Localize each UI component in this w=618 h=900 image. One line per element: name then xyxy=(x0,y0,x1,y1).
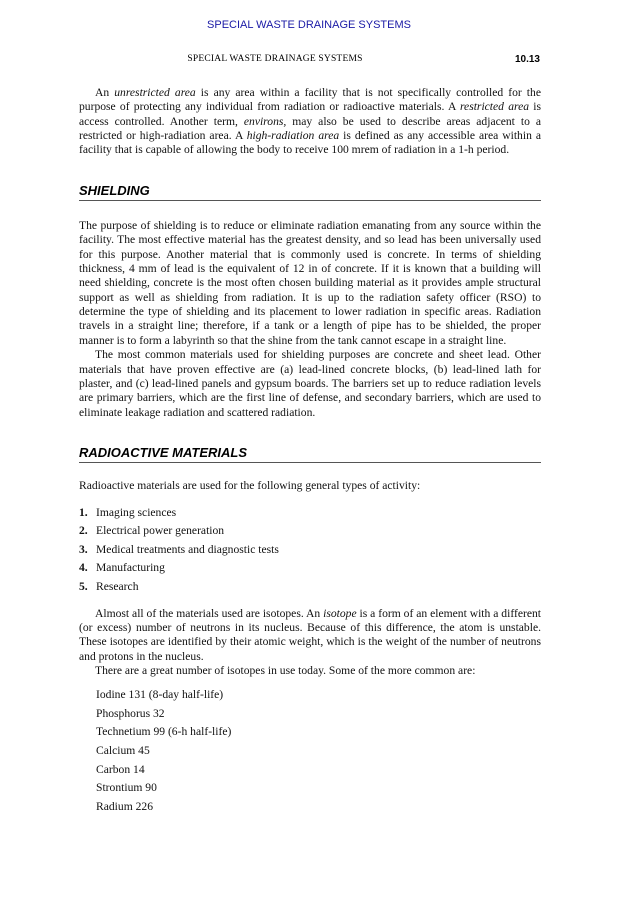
isotope-list xyxy=(96,686,541,816)
list-item: Radium 226 xyxy=(96,799,154,813)
running-head-title: SPECIAL WASTE DRAINAGE SYSTEMS xyxy=(187,54,363,64)
list-item: Technetium 99 (6-h half-life) xyxy=(96,725,232,739)
section-heading-shielding: SHIELDING xyxy=(79,184,541,201)
term-environs: environs, xyxy=(243,114,287,128)
page-number: 10.13 xyxy=(514,54,540,65)
top-banner: SPECIAL WASTE DRAINAGE SYSTEMS xyxy=(207,19,411,31)
term-isotope: isotope xyxy=(323,606,357,620)
term-high-radiation-area: high-radiation area xyxy=(246,129,340,143)
shielding-paragraph-1: The purpose of shielding is to reduce or eliminate radiation emanating from any source within the facility. The most effective material has the greatest density, and so lead has been universally used for this purpose. Another material that is commonly used is concrete. In terms of shielding thickness, 4 mm of lead is the equivalent of 12 in of concrete. If it is known that a building will need shielding, concrete is the most often chosen building material as it provides ample structural support as well as shielding from radiation. It is up to the radiation safety officer (RSO) to determine the type of shielding and its placement to lower radiation in specific areas. Radiation travels in a straight line; therefore, if a tank or a length of pipe has to be shielded, the proper manner is to form a labyrinth so that the shine from the tank cannot escape in a straight line. xyxy=(79,219,541,347)
term-unrestricted-area: unrestricted area xyxy=(114,86,196,99)
list-item: 3. Medical treatments and diagnostic tests xyxy=(79,542,279,556)
section-heading-radioactive-materials: RADIOACTIVE MATERIALS xyxy=(79,446,541,463)
list-item: 5. Research xyxy=(79,579,139,593)
list-item: 4. Manufacturing xyxy=(79,561,165,575)
intro-paragraph: An unrestricted area is any area within a facility that is not specifically controlled for the purpose of protecting any individual from radiation or radioactive materials. A restricted area is access controlled. Another term, environs, may also be used to describe areas adjacent to a restricted or high-radiation area. A high-radiation area is defined as any accessible area within a facility that is capable of allowing the body to receive 100 mrem of radiation in a 1-h period. xyxy=(79,86,542,157)
radioactive-intro: Radioactive materials are used for the following general types of activity: xyxy=(79,479,421,493)
list-item: Carbon 14 xyxy=(96,762,145,776)
isotope-common-paragraph: There are a great number of isotopes in use today. Some of the more common are: xyxy=(95,663,476,677)
list-item: Calcium 45 xyxy=(96,744,150,758)
list-item: 1. Imaging sciences xyxy=(79,505,177,519)
shielding-paragraph-2: The most common materials used for shielding purposes are concrete and sheet lead. Other materials that have proven effective are (a) lead-lined concrete blocks, (b) lead-lined lath for plaster, and (c) lead-lined panels and gypsum boards. The barriers set up to reduce radiation levels are primary barriers, which are the first line of defense, and secondary barriers, which are used to eliminate leakage radiation and scattered radiation. xyxy=(79,348,541,419)
term-restricted-area: restricted area xyxy=(459,100,530,114)
list-item: Iodine 131 (8-day half-life) xyxy=(96,688,224,702)
list-item: Phosphorus 32 xyxy=(96,706,165,720)
list-item: 2. Electrical power generation xyxy=(79,524,225,538)
page-content xyxy=(79,86,541,816)
isotope-paragraph: Almost all of the materials used are isotopes. An isotope is a form of an element with a different (or excess) number of neutrons in its nucleus. Because of this difference, the atom is unstable. These isotopes are identified by their atomic weight, which is the weight of the number of neutrons and protons in the nucleus. xyxy=(79,606,541,663)
activity-list xyxy=(79,504,541,597)
list-item: Strontium 90 xyxy=(96,781,157,795)
